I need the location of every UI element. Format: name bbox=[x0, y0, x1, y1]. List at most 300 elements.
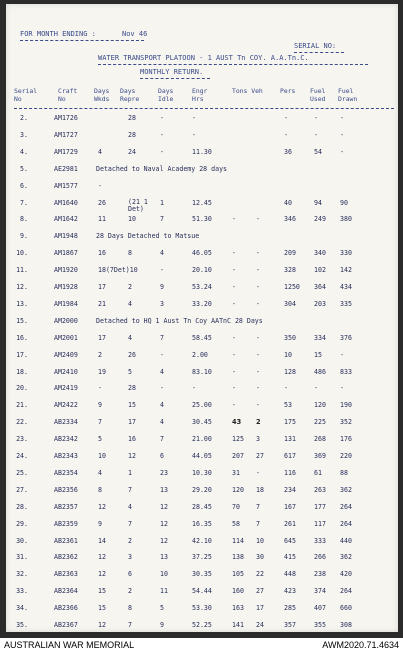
cell-used: 268 bbox=[314, 435, 326, 444]
cell-tons: 160 bbox=[232, 587, 244, 596]
cell-craft: AM2419 bbox=[54, 384, 78, 393]
cell-hrs: 54.44 bbox=[192, 587, 212, 596]
cell-serial: 3. bbox=[20, 130, 28, 139]
table-row bbox=[6, 334, 398, 352]
cell-tons: 70 bbox=[232, 502, 240, 511]
cell-drawn: 308 bbox=[340, 621, 352, 629]
cell-wkd: - bbox=[98, 384, 102, 393]
cell-idle: 9 bbox=[160, 283, 164, 291]
cell-idle: 7 bbox=[160, 215, 164, 224]
cell-veh: 24 bbox=[256, 621, 264, 629]
cell-serial: 6. bbox=[20, 181, 28, 190]
cell-tons: - bbox=[232, 215, 236, 224]
cell-tons: 138 bbox=[232, 553, 244, 562]
title-underline bbox=[140, 78, 210, 79]
cell-pers: 328 bbox=[284, 266, 296, 275]
cell-craft: AM1640 bbox=[54, 198, 78, 207]
cell-veh: 7 bbox=[256, 519, 260, 528]
cell-wkd: 21 bbox=[98, 299, 106, 308]
cell-serial: 35. bbox=[16, 621, 28, 629]
cell-serial: 33. bbox=[16, 587, 28, 596]
row-note: Detached to HQ 1 Aust Tn Coy AATnC 28 Days bbox=[96, 316, 263, 325]
table-row bbox=[6, 384, 398, 402]
cell-pers: 448 bbox=[284, 570, 296, 579]
cell-craft: AB2356 bbox=[54, 485, 78, 494]
cell-veh: - bbox=[256, 283, 260, 291]
cell-wkd: 17 bbox=[98, 333, 106, 342]
cell-hrs: 83.10 bbox=[192, 367, 212, 376]
cell-tons: - bbox=[232, 367, 236, 376]
cell-veh: - bbox=[256, 350, 260, 359]
cell-wkd: 17 bbox=[98, 283, 106, 291]
cell-craft: AM1948 bbox=[54, 232, 78, 241]
cell-rep: 10 bbox=[128, 215, 136, 224]
cell-used: 266 bbox=[314, 553, 326, 562]
cell-tons: 120 bbox=[232, 485, 244, 494]
cell-craft: AB2367 bbox=[54, 621, 78, 629]
cell-drawn: - bbox=[340, 147, 344, 156]
cell-tons: 105 bbox=[232, 570, 244, 579]
cell-serial: 8. bbox=[20, 215, 28, 224]
cell-idle: 4 bbox=[160, 249, 164, 258]
cell-tons: 114 bbox=[232, 536, 244, 545]
cell-pers: - bbox=[284, 130, 288, 139]
table-row bbox=[6, 553, 398, 571]
cell-pers: 617 bbox=[284, 452, 296, 460]
cell-hrs: 16.35 bbox=[192, 519, 212, 528]
cell-rep: 7 bbox=[128, 519, 132, 528]
cell-rep: (21 1 Det) bbox=[128, 197, 148, 213]
table-row bbox=[6, 249, 398, 267]
cell-rep: 2 bbox=[128, 587, 132, 596]
cell-serial: 11. bbox=[16, 266, 28, 275]
cell-tons: - bbox=[232, 401, 236, 410]
cell-craft: AM1984 bbox=[54, 299, 78, 308]
cell-drawn: 90 bbox=[340, 198, 348, 207]
cell-veh: - bbox=[256, 249, 260, 258]
cell-rep: 8 bbox=[128, 249, 132, 258]
cell-serial: 16. bbox=[16, 333, 28, 342]
cell-drawn: 376 bbox=[340, 333, 352, 342]
cell-serial: 7. bbox=[20, 198, 28, 207]
cell-serial: 34. bbox=[16, 604, 28, 613]
cell-veh: - bbox=[256, 367, 260, 376]
cell-veh: 30 bbox=[256, 553, 264, 562]
table-row bbox=[6, 215, 398, 233]
column-header: Pers bbox=[280, 87, 296, 95]
cell-craft: AM1928 bbox=[54, 283, 78, 291]
cell-serial: 15. bbox=[16, 316, 28, 325]
cell-wkd: 5 bbox=[98, 435, 102, 444]
cell-pers: 209 bbox=[284, 249, 296, 258]
cell-wkd: 2 bbox=[98, 350, 102, 359]
cell-craft: AE2981 bbox=[54, 164, 78, 173]
cell-wkd: 9 bbox=[98, 519, 102, 528]
cell-hrs: 51.30 bbox=[192, 215, 212, 224]
cell-serial: 2. bbox=[20, 114, 28, 122]
cell-drawn: 440 bbox=[340, 536, 352, 545]
cell-rep: 28 bbox=[128, 384, 136, 393]
cell-serial: 20. bbox=[16, 384, 28, 393]
cell-rep: 4 bbox=[128, 299, 132, 308]
table-row bbox=[6, 131, 398, 149]
cell-used: 120 bbox=[314, 401, 326, 410]
cell-drawn: 660 bbox=[340, 604, 352, 613]
cell-rep: 5 bbox=[128, 367, 132, 376]
cell-drawn: 176 bbox=[340, 435, 352, 444]
cell-used: 407 bbox=[314, 604, 326, 613]
cell-pers: 1250 bbox=[284, 283, 300, 291]
column-header: Fuel Drawn bbox=[338, 87, 358, 103]
cell-pers: - bbox=[284, 384, 288, 393]
cell-veh: - bbox=[256, 333, 260, 342]
cell-idle: - bbox=[160, 147, 164, 156]
cell-tons: 58 bbox=[232, 519, 240, 528]
column-header: Days Idle bbox=[158, 87, 174, 103]
cell-pers: 645 bbox=[284, 536, 296, 545]
cell-veh: - bbox=[256, 299, 260, 308]
serial-underline bbox=[294, 52, 344, 53]
cell-hrs: 11.30 bbox=[192, 147, 212, 156]
cell-hrs: 30.45 bbox=[192, 418, 212, 427]
cell-rep: 2 bbox=[128, 283, 132, 291]
cell-rep: 28 bbox=[128, 130, 136, 139]
cell-used: 117 bbox=[314, 519, 326, 528]
cell-idle: 5 bbox=[160, 604, 164, 613]
cell-idle: - bbox=[160, 384, 164, 393]
cell-veh: 18 bbox=[256, 485, 264, 494]
cell-craft: AB2334 bbox=[54, 418, 78, 427]
cell-craft: AB2366 bbox=[54, 604, 78, 613]
cell-drawn: - bbox=[340, 114, 344, 122]
cell-hrs: 25.00 bbox=[192, 401, 212, 410]
cell-drawn: 380 bbox=[340, 215, 352, 224]
cell-craft: AB2343 bbox=[54, 452, 78, 460]
cell-rep: 4 bbox=[128, 502, 132, 511]
cell-pers: 167 bbox=[284, 502, 296, 511]
cell-tons: - bbox=[232, 384, 236, 393]
footer-accession: AWM2020.71.4634 bbox=[322, 640, 399, 650]
cell-pers: 261 bbox=[284, 519, 296, 528]
cell-used: 374 bbox=[314, 587, 326, 596]
cell-rep: 1 bbox=[128, 468, 132, 477]
table-row bbox=[6, 199, 398, 217]
cell-pers: 304 bbox=[284, 299, 296, 308]
cell-rep: 8 bbox=[128, 604, 132, 613]
cell-wkd: 15 bbox=[98, 587, 106, 596]
cell-wkd: 12 bbox=[98, 621, 106, 629]
column-header: Tons Veh bbox=[232, 87, 263, 95]
cell-rep: 26 bbox=[128, 350, 136, 359]
cell-tons: - bbox=[232, 249, 236, 258]
cell-idle: 13 bbox=[160, 485, 168, 494]
cell-serial: 18. bbox=[16, 367, 28, 376]
cell-pers: 234 bbox=[284, 485, 296, 494]
cell-pers: 131 bbox=[284, 435, 296, 444]
cell-tons: - bbox=[232, 299, 236, 308]
cell-wkd: 12 bbox=[98, 502, 106, 511]
cell-tons: - bbox=[232, 266, 236, 275]
cell-idle: - bbox=[160, 350, 164, 359]
cell-craft: AM1920 bbox=[54, 266, 78, 275]
cell-pers: 40 bbox=[284, 198, 292, 207]
cell-serial: 5. bbox=[20, 164, 28, 173]
cell-craft: AM1729 bbox=[54, 147, 78, 156]
cell-hrs: 37.25 bbox=[192, 553, 212, 562]
cell-idle: 13 bbox=[160, 553, 168, 562]
cell-serial: 22. bbox=[16, 418, 28, 427]
cell-serial: 23. bbox=[16, 435, 28, 444]
cell-craft: AB2361 bbox=[54, 536, 78, 545]
row-note: 28 Days Detached to Matsue bbox=[96, 232, 200, 241]
cell-tons: 31 bbox=[232, 468, 240, 477]
month-value: Nov 46 bbox=[122, 30, 148, 38]
cell-pers: 10 bbox=[284, 350, 292, 359]
cell-pers: 116 bbox=[284, 468, 296, 477]
cell-veh: 2 bbox=[256, 418, 261, 427]
cell-wkd: 8 bbox=[98, 485, 102, 494]
cell-used: 340 bbox=[314, 249, 326, 258]
cell-veh: 7 bbox=[256, 502, 260, 511]
cell-used: 369 bbox=[314, 452, 326, 460]
cell-rep: 16 bbox=[128, 435, 136, 444]
cell-serial: 9. bbox=[20, 232, 28, 241]
table-row bbox=[6, 182, 398, 200]
cell-craft: AB2363 bbox=[54, 570, 78, 579]
cell-hrs: 10.30 bbox=[192, 468, 212, 477]
cell-wkd: 26 bbox=[98, 198, 106, 207]
cell-wkd: 11 bbox=[98, 215, 106, 224]
cell-idle: 12 bbox=[160, 502, 168, 511]
cell-craft: AM2410 bbox=[54, 367, 78, 376]
cell-craft: AM2409 bbox=[54, 350, 78, 359]
column-header: Days Wkds bbox=[94, 87, 110, 103]
cell-idle: 7 bbox=[160, 333, 164, 342]
cell-wkd: 18(7Det)10 bbox=[98, 266, 138, 275]
cell-wkd: 19 bbox=[98, 367, 106, 376]
cell-pers: 128 bbox=[284, 367, 296, 376]
cell-used: 355 bbox=[314, 621, 326, 629]
cell-used: 15 bbox=[314, 350, 322, 359]
table-row bbox=[6, 537, 398, 555]
cell-used: 177 bbox=[314, 502, 326, 511]
cell-veh: 17 bbox=[256, 604, 264, 613]
cell-craft: AM1867 bbox=[54, 249, 78, 258]
cell-wkd: - bbox=[98, 181, 102, 190]
cell-drawn: 420 bbox=[340, 570, 352, 579]
cell-hrs: 58.45 bbox=[192, 333, 212, 342]
cell-drawn: 362 bbox=[340, 553, 352, 562]
cell-veh: 3 bbox=[256, 435, 260, 444]
cell-wkd: 4 bbox=[98, 147, 102, 156]
cell-serial: 25. bbox=[16, 468, 28, 477]
cell-pers: 285 bbox=[284, 604, 296, 613]
month-label: FOR MONTH ENDING : bbox=[20, 30, 96, 38]
cell-serial: 28. bbox=[16, 502, 28, 511]
document-page bbox=[6, 4, 398, 632]
cell-craft: AB2364 bbox=[54, 587, 78, 596]
cell-pers: 423 bbox=[284, 587, 296, 596]
unit-line: WATER TRANSPORT PLATOON - 1 AUST Tn COY. A.A.Tn.C. bbox=[98, 54, 309, 62]
cell-serial: 4. bbox=[20, 147, 28, 156]
cell-tons: 207 bbox=[232, 452, 244, 460]
cell-hrs: 2.00 bbox=[192, 350, 208, 359]
archive-footer bbox=[0, 638, 403, 653]
cell-veh: - bbox=[256, 215, 260, 224]
cell-hrs: 28.45 bbox=[192, 502, 212, 511]
cell-serial: 29. bbox=[16, 519, 28, 528]
cell-idle: 1 bbox=[160, 198, 164, 207]
column-header: Serial No bbox=[14, 87, 38, 103]
month-underline bbox=[20, 40, 144, 41]
cell-drawn: 264 bbox=[340, 502, 352, 511]
cell-drawn: 434 bbox=[340, 283, 352, 291]
cell-drawn: 833 bbox=[340, 367, 352, 376]
cell-idle: - bbox=[160, 266, 164, 275]
table-row bbox=[6, 452, 398, 470]
cell-craft: AM2422 bbox=[54, 401, 78, 410]
cell-rep: 12 bbox=[128, 452, 136, 460]
cell-rep: 2 bbox=[128, 536, 132, 545]
cell-serial: 13. bbox=[16, 299, 28, 308]
table-row bbox=[6, 283, 398, 301]
cell-tons: 163 bbox=[232, 604, 244, 613]
cell-rep: 17 bbox=[128, 418, 136, 427]
cell-rep: 6 bbox=[128, 570, 132, 579]
table-row bbox=[6, 232, 398, 250]
cell-wkd: 9 bbox=[98, 401, 102, 410]
cell-rep: 24 bbox=[128, 147, 136, 156]
table-row bbox=[6, 621, 398, 639]
cell-pers: 350 bbox=[284, 333, 296, 342]
cell-veh: 27 bbox=[256, 587, 264, 596]
cell-wkd: 10 bbox=[98, 452, 106, 460]
cell-drawn: 335 bbox=[340, 299, 352, 308]
row-note: Detached to Naval Academy 28 days bbox=[96, 164, 228, 173]
cell-tons: 141 bbox=[232, 621, 244, 629]
table-row bbox=[6, 503, 398, 521]
cell-drawn: 264 bbox=[340, 587, 352, 596]
cell-used: 225 bbox=[314, 418, 326, 427]
cell-rep: 7 bbox=[128, 485, 132, 494]
cell-hrs: 42.10 bbox=[192, 536, 212, 545]
footer-institution: AUSTRALIAN WAR MEMORIAL bbox=[4, 640, 135, 650]
table-row bbox=[6, 317, 398, 335]
cell-craft: AM1726 bbox=[54, 114, 78, 122]
cell-pers: 346 bbox=[284, 215, 296, 224]
cell-idle: 11 bbox=[160, 587, 168, 596]
cell-drawn: 362 bbox=[340, 485, 352, 494]
cell-hrs: - bbox=[192, 114, 196, 122]
table-row bbox=[6, 435, 398, 453]
cell-used: - bbox=[314, 114, 318, 122]
cell-pers: 415 bbox=[284, 553, 296, 562]
return-title: MONTHLY RETURN. bbox=[140, 68, 204, 76]
table-row bbox=[6, 570, 398, 588]
table-row bbox=[6, 148, 398, 166]
cell-veh: 10 bbox=[256, 536, 264, 545]
cell-veh: 27 bbox=[256, 452, 264, 460]
cell-wkd: 14 bbox=[98, 536, 106, 545]
cell-used: 102 bbox=[314, 266, 326, 275]
cell-serial: 24. bbox=[16, 452, 28, 460]
cell-rep: 4 bbox=[128, 333, 132, 342]
cell-drawn: 142 bbox=[340, 266, 352, 275]
cell-hrs: - bbox=[192, 384, 196, 393]
cell-used: 263 bbox=[314, 485, 326, 494]
cell-idle: 23 bbox=[160, 468, 168, 477]
cell-hrs: - bbox=[192, 130, 196, 139]
cell-hrs: 44.05 bbox=[192, 452, 212, 460]
serial-label: SERIAL NO: bbox=[294, 42, 337, 50]
cell-used: 333 bbox=[314, 536, 326, 545]
cell-wkd: 12 bbox=[98, 570, 106, 579]
cell-drawn: 190 bbox=[340, 401, 352, 410]
cell-rep: 3 bbox=[128, 553, 132, 562]
cell-rep: 15 bbox=[128, 401, 136, 410]
cell-tons: - bbox=[232, 333, 236, 342]
table-row bbox=[6, 300, 398, 318]
cell-pers: - bbox=[284, 114, 288, 122]
cell-idle: - bbox=[160, 130, 164, 139]
cell-used: 203 bbox=[314, 299, 326, 308]
table-row bbox=[6, 587, 398, 605]
cell-wkd: 4 bbox=[98, 468, 102, 477]
cell-craft: AM2000 bbox=[54, 316, 78, 325]
cell-craft: AM1642 bbox=[54, 215, 78, 224]
cell-serial: 32. bbox=[16, 570, 28, 579]
cell-wkd: 12 bbox=[98, 553, 106, 562]
table-row bbox=[6, 165, 398, 183]
cell-craft: AB2354 bbox=[54, 468, 78, 477]
cell-wkd: 7 bbox=[98, 418, 102, 427]
cell-serial: 27. bbox=[16, 485, 28, 494]
cell-used: 364 bbox=[314, 283, 326, 291]
cell-idle: 4 bbox=[160, 367, 164, 376]
cell-hrs: 33.20 bbox=[192, 299, 212, 308]
table-row bbox=[6, 351, 398, 369]
cell-hrs: 12.45 bbox=[192, 198, 212, 207]
cell-idle: 7 bbox=[160, 435, 164, 444]
cell-veh: 22 bbox=[256, 570, 264, 579]
cell-idle: 3 bbox=[160, 299, 164, 308]
cell-drawn: - bbox=[340, 350, 344, 359]
cell-used: 238 bbox=[314, 570, 326, 579]
cell-drawn: - bbox=[340, 384, 344, 393]
column-header: Fuel Used bbox=[310, 87, 326, 103]
cell-idle: 12 bbox=[160, 519, 168, 528]
cell-idle: 6 bbox=[160, 452, 164, 460]
cell-craft: AM1577 bbox=[54, 181, 78, 190]
cell-hrs: 21.00 bbox=[192, 435, 212, 444]
table-row bbox=[6, 469, 398, 487]
table-row bbox=[6, 520, 398, 538]
cell-used: 94 bbox=[314, 198, 322, 207]
cell-pers: 36 bbox=[284, 147, 292, 156]
cell-wkd: 16 bbox=[98, 249, 106, 258]
cell-rep: 28 bbox=[128, 114, 136, 122]
table-row bbox=[6, 114, 398, 132]
cell-pers: 175 bbox=[284, 418, 296, 427]
table-row bbox=[6, 604, 398, 622]
table-row bbox=[6, 368, 398, 386]
cell-craft: AB2342 bbox=[54, 435, 78, 444]
cell-serial: 12. bbox=[16, 283, 28, 291]
cell-tons: - bbox=[232, 350, 236, 359]
cell-serial: 10. bbox=[16, 249, 28, 258]
cell-serial: 17. bbox=[16, 350, 28, 359]
cell-used: 249 bbox=[314, 215, 326, 224]
